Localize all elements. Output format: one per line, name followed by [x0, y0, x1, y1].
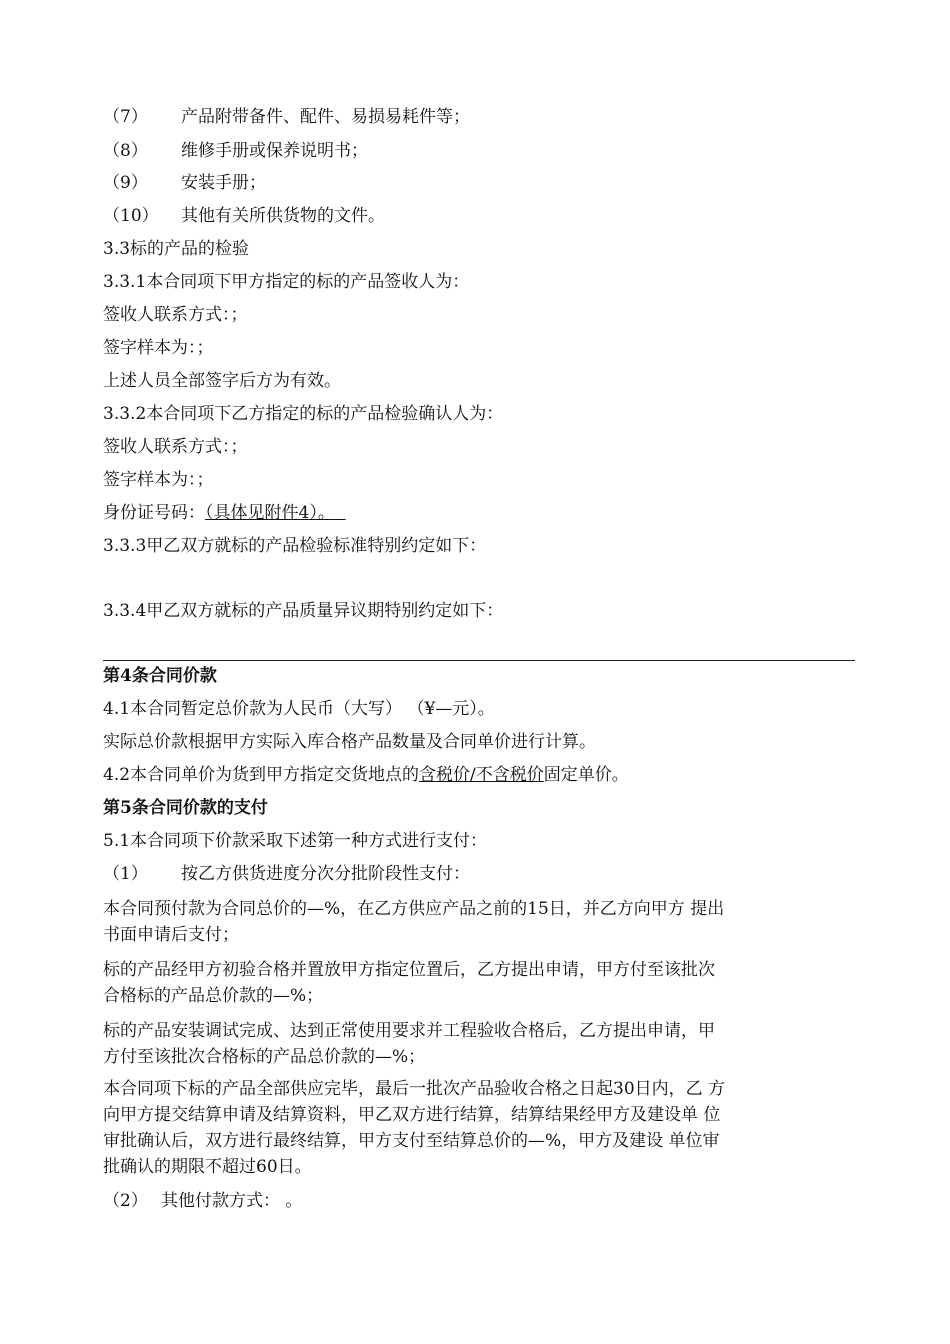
option-number: （1） — [103, 864, 148, 884]
list-number: （10） — [103, 206, 159, 226]
payment-term-1-line2: 书面申请后支付； — [103, 925, 239, 945]
clause-4-2 — [103, 764, 629, 786]
option-text: 按乙方供货进度分次分批阶段性支付： — [181, 864, 470, 884]
clause-3-3-4: 3.3.4甲乙双方就标的产品质量异议期特别约定如下： — [103, 601, 504, 621]
clause-3-3-1: 3.3.1本合同项下甲方指定的标的产品签收人为： — [103, 272, 470, 292]
clause-4-2-end: 固定单价。 — [543, 765, 629, 785]
list-text: 维修手册或保养说明书； — [181, 141, 368, 161]
clause-4-1: 4.1本合同暂定总价款为人民币（大写） （¥—元）。 — [103, 699, 495, 719]
payment-term-3-line2: 方付至该批次合格标的产品总价款的—%； — [103, 1047, 426, 1067]
list-item — [103, 140, 368, 162]
list-text: 产品附带备件、配件、易损易耗件等； — [181, 107, 470, 127]
clause-4-2-text: 4.2本合同单价为货到甲方指定交货地点的 — [103, 765, 420, 785]
payment-term-4-line4: 批确认的期限不超过60日。 — [103, 1157, 312, 1177]
receiver-contact-line: 签收人联系方式：； — [103, 305, 248, 325]
payment-term-2-line2: 合格标的产品总价款的—%； — [103, 986, 324, 1006]
option-number: （2） — [103, 1191, 148, 1211]
clause-3-3-3: 3.3.3甲乙双方就标的产品检验标准特别约定如下： — [103, 536, 487, 556]
list-text: 其他有关所供货物的文件。 — [181, 206, 385, 226]
signature-sample-line: 签字样本为：； — [103, 338, 214, 358]
id-number-value: （具体见附件4）。 — [205, 503, 335, 523]
list-text: 安装手册； — [181, 173, 266, 193]
list-item — [103, 172, 266, 194]
clause-3-3-2: 3.3.2本合同项下乙方指定的标的产品检验确认人为： — [103, 404, 504, 424]
article-5-heading: 第5条合同价款的支付 — [103, 798, 268, 818]
payment-term-3-line1: 标的产品安装调试完成、达到正常使用要求并工程验收合格后，乙方提出申请，甲 — [103, 1021, 715, 1041]
payment-term-1-line1: 本合同预付款为合同总价的—%，在乙方供应产品之前的15日，并乙方向甲方 提出 — [103, 899, 725, 919]
id-number-label: 身份证号码： — [103, 503, 205, 523]
signature-sample-line: 签字样本为：； — [103, 470, 214, 490]
payment-term-4-line3: 审批确认后，双方进行最终结算，甲方支付至结算总价的—%，甲方及建设 单位审 — [103, 1131, 720, 1151]
payment-term-2-line1: 标的产品经甲方初验合格并置放甲方指定位置后，乙方提出申请，甲方付至该批次 — [103, 960, 715, 980]
id-number-line — [103, 502, 346, 524]
validity-note: 上述人员全部签字后方为有效。 — [103, 371, 341, 391]
payment-term-4-line2: 向甲方提交结算申请及结算资料，甲乙双方进行结算，结算结果经甲方及建设单 位 — [103, 1105, 721, 1125]
list-number: （9） — [103, 173, 148, 193]
actual-price-note: 实际总价款根据甲方实际入库合格产品数量及合同单价进行计算。 — [103, 732, 596, 752]
option-text: 其他付款方式： 。 — [161, 1191, 303, 1211]
list-number: （8） — [103, 141, 148, 161]
payment-option-1 — [103, 863, 470, 885]
list-item — [103, 205, 385, 227]
payment-term-4-line1: 本合同项下标的产品全部供应完毕，最后一批次产品验收合格之日起30日内，乙 方 — [103, 1079, 726, 1099]
section-3-3-title: 3.3标的产品的检验 — [103, 239, 250, 259]
payment-option-2 — [103, 1190, 302, 1212]
tax-option-text: 含税价/不含税价 — [419, 765, 544, 785]
list-number: （7） — [103, 107, 148, 127]
section-divider — [103, 660, 855, 661]
clause-5-1: 5.1本合同项下价款采取下述第一种方式进行支付： — [103, 831, 488, 851]
receiver-contact-line: 签收人联系方式：； — [103, 437, 248, 457]
article-4-heading: 第4条合同价款 — [103, 666, 217, 686]
list-item — [103, 106, 470, 128]
